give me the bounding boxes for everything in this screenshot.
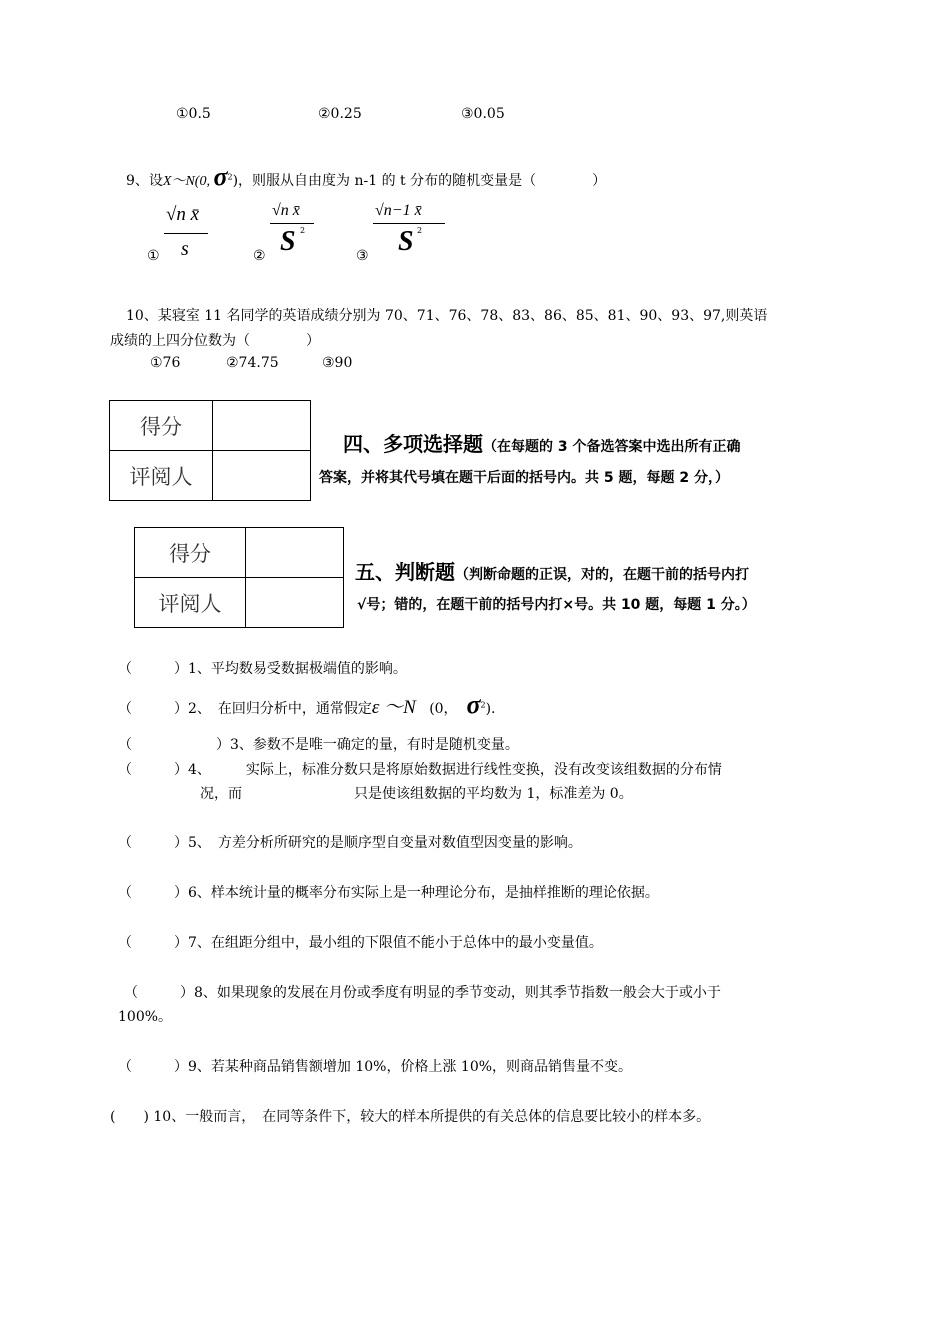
section-4-heading [343,428,741,457]
q9-opt2-fraction-bar [270,223,314,224]
score-table-section-5 [134,527,344,628]
score-label: 得分 [110,401,213,451]
tf-item-4-line-2: 况，而 只是使该组数据的平均数为 1，标准差为 0。 [200,786,633,802]
tf-item-3: （ ）3、参数不是唯一确定的量，有时是随机变量。 [118,737,519,753]
q9-prefix: 9、设 [126,173,163,189]
q10-option-3: ③90 [322,355,353,371]
tf-item-2-close: ). [485,701,496,717]
section-5-note-line-2: √号；错的，在题干前的括号内打×号。共 10 题，每题 1 分。） [357,597,756,613]
q10-option-2: ②74.75 [226,355,279,371]
q10-option-1: ①76 [150,355,181,371]
tf-item-8-line-2: 100%。 [118,1009,173,1025]
q9-opt2-exponent: 2 [300,226,306,235]
tf-item-5: （ ）5、 方差分析所研究的是顺序型自变量对数值型因变量的影响。 [118,835,582,851]
reviewer-field[interactable] [246,578,344,628]
q9-suffix: )，则服从自由度为 n-1 的 t 分布的随机变量是（ ） [232,173,607,189]
reviewer-label: 评阅人 [135,578,246,628]
tf-item-8-line-1: （ ）8、如果现象的发展在月份或季度有明显的季节变动，则其季节指数一般会大于或小于 [124,985,721,1001]
q8-option-1: ①0.5 [176,106,211,122]
q9-sigma-exponent: 2 [227,172,233,182]
reviewer-field[interactable] [213,451,311,501]
tf-item-2 [118,690,496,720]
q8-option-2: ②0.25 [318,106,362,122]
q9-opt3-denominator: S [398,226,414,257]
tf-item-4-line-1: （ ）4、 实际上，标准分数只是将原始数据进行线性变换，没有改变该组数据的分布情 [118,762,722,778]
tf-item-1: （ ）1、平均数易受数据极端值的影响。 [118,661,407,677]
q10-line-2: 成绩的上四分位数为（ ） [110,333,320,349]
tf-item-2-exponent: 2 [480,700,486,710]
section-4-title: 四、多项选择题 [343,432,483,456]
q9-opt3-label: ③ [356,248,369,264]
q9-opt3-exponent: 2 [417,226,423,235]
tf-item-2-sigma: σ [466,690,481,719]
tf-item-6: （ ）6、样本统计量的概率分布实际上是一种理论分布，是抽样推断的理论依据。 [118,885,659,901]
tf-item-9: （ ）9、若某种商品销售额增加 10%，价格上涨 10%，则商品销售量不变。 [118,1059,633,1075]
q9-opt3-fraction-bar [373,223,445,224]
question-9 [126,162,606,192]
q9-opt1-label: ① [147,248,160,264]
tf-item-7: （ ）7、在组距分组中，最小组的下限值不能小于总体中的最小变量值。 [118,935,603,951]
section-4-note-line-2: 答案，并将其代号填在题干后面的括号内。共 5 题，每题 2 分，） [319,470,729,486]
tf-item-10: ( ) 10、一般而言， 在同等条件下，较大的样本所提供的有关总体的信息要比较小的样本多。 [110,1109,711,1125]
q9-opt1-denominator: s [181,238,189,260]
score-table-section-4 [109,400,311,501]
tf-item-2-epsilon-n: ε ～N [371,697,416,718]
score-field[interactable] [213,401,311,451]
q9-sigma: σ [213,162,228,191]
q9-opt2-numerator: √n x̄ [272,202,300,219]
q9-opt2-label: ② [253,248,266,264]
section-5-title: 五、判断题 [355,560,455,584]
score-label: 得分 [135,528,246,578]
q9-opt1-numerator: √n x̄ [166,204,200,225]
q9-opt1-fraction-bar [164,233,208,234]
q9-opt3-numerator: √n−1 x̄ [375,202,422,219]
tf-item-2-text: （ ）2、 在回归分析中，通常假定 [118,701,372,717]
section-5-heading [355,556,749,585]
q9-distribution: X～N(0, [162,174,214,189]
q9-opt2-denominator: S [280,226,296,257]
reviewer-label: 评阅人 [110,451,213,501]
score-field[interactable] [246,528,344,578]
q10-line-1: 10、某寝室 11 名同学的英语成绩分别为 70、71、76、78、83、86、85、81、90、93、97,则英语 [126,308,768,324]
tf-item-2-zero: (0， [429,701,458,717]
q8-option-3: ③0.05 [461,106,505,122]
section-5-note-line-1: （判断命题的正误，对的，在题干前的括号内打 [455,567,749,583]
section-4-note-line-1: （在每题的 3 个备选答案中选出所有正确 [483,439,741,455]
